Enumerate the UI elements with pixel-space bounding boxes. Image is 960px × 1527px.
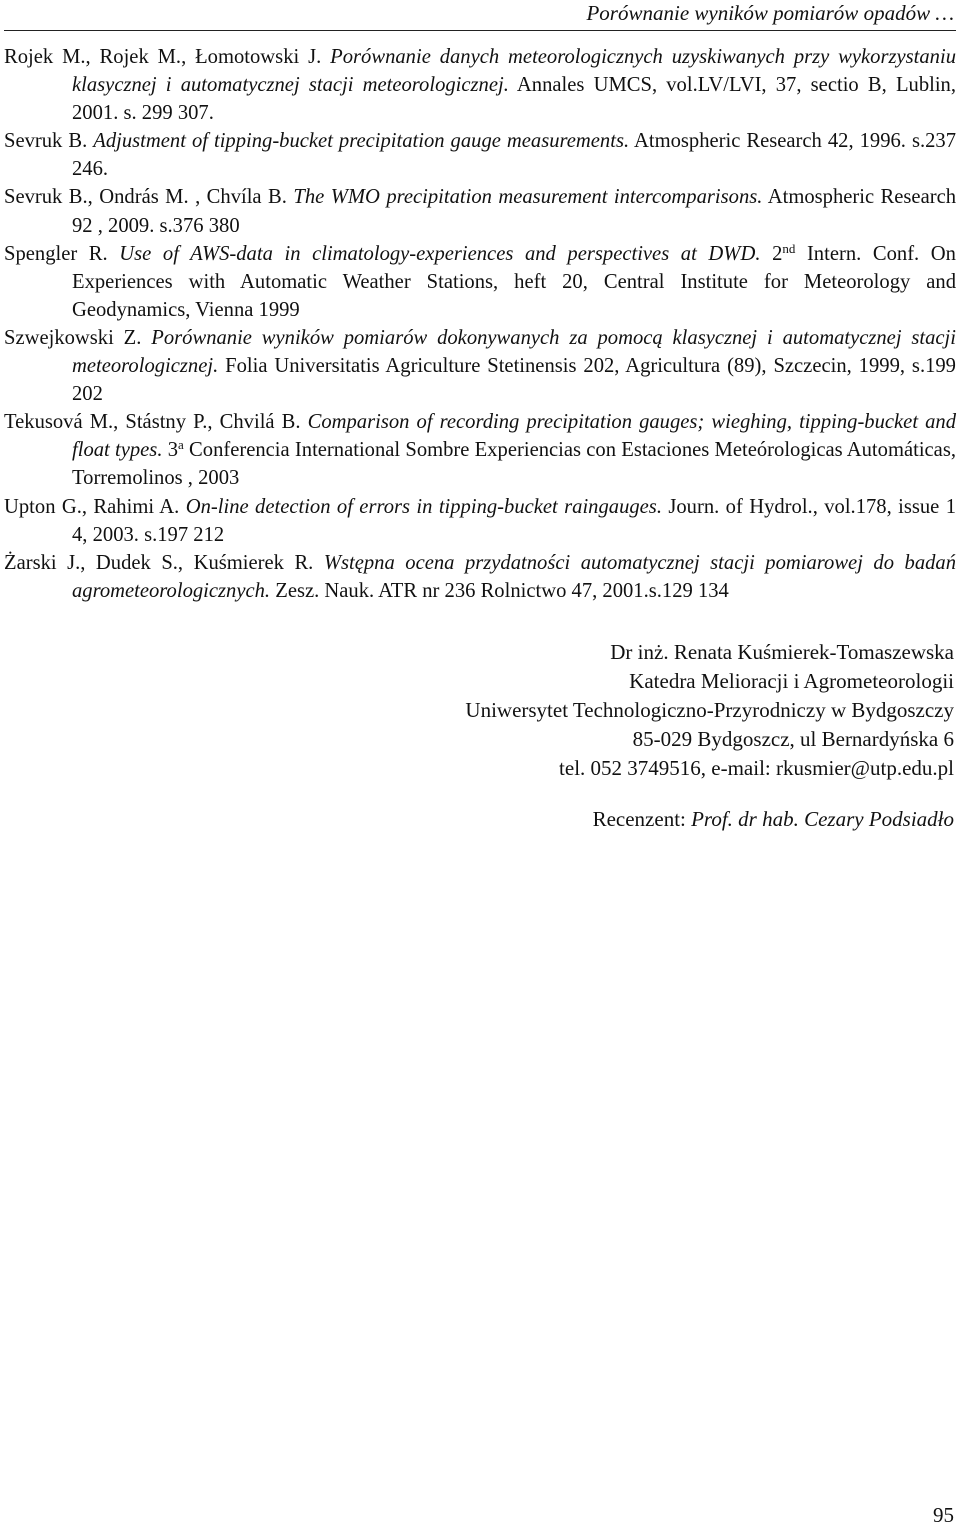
reference-authors: Sevruk B., Ondrás M. , Chvíla B.	[4, 186, 287, 209]
reference-source: Conferencia International Sombre Experiencias con Estaciones Meteórologicas Automáticas, Torremolinos , 2003	[72, 439, 956, 490]
reference-authors: Upton G., Rahimi A.	[4, 495, 180, 518]
reference-title: Adjustment of tipping-bucket precipitation gauge measurements.	[93, 130, 630, 153]
reference-title: On-line detection of errors in tipping-bucket raingauges.	[185, 495, 662, 518]
header-divider	[4, 30, 956, 31]
reference-title: Porównanie danych meteorologicznych uzyskiwanych przy wykorzystaniu klasycznej i automatycznej stacji meteorologicznej.	[72, 46, 956, 97]
reference-authors: Tekusová M., Stástny P., Chvilá B.	[4, 411, 301, 434]
reference-source-superscript: a	[178, 437, 184, 453]
reference-source-superscript: nd	[782, 240, 796, 256]
author-contact: tel. 052 3749516, e-mail: rkusmier@utp.edu.pl	[559, 756, 954, 780]
reference-item	[4, 549, 956, 605]
reference-source: Atmospheric Research 42, 1996. s.237 246.	[72, 130, 957, 181]
reference-item	[4, 43, 956, 127]
page-number: 95	[933, 1503, 954, 1527]
reference-authors: Żarski J., Dudek S., Kuśmierek R.	[4, 551, 314, 574]
author-address: 85-029 Bydgoszcz, ul Bernardyńska 6	[632, 727, 954, 751]
reference-source-ordinal: 3	[167, 439, 179, 462]
reference-item	[4, 127, 956, 183]
reference-title: Wstępna ocena przydatności automatycznej stacji pomiarowej do badań agrometeorologicznych.	[72, 551, 957, 602]
reference-title: The WMO precipitation measurement intercomparisons.	[293, 186, 763, 209]
reference-source: Annales UMCS, vol.LV/LVI, 37, sectio B, Lublin, 2001. s. 299 307.	[72, 74, 957, 125]
reference-list	[4, 43, 956, 605]
reference-authors: Spengler R.	[4, 242, 108, 265]
reference-title: Porównanie wyników pomiarów dokonywanych za pomocą klasycznej i automatycznej stacji meteorologicznej.	[72, 326, 957, 378]
reference-source: Folia Universitatis Agriculture Stetinensis 202, Agricultura (89), Szczecin, 1999, s.199 202	[72, 355, 956, 406]
author-name: Dr inż. Renata Kuśmierek-Tomaszewska	[610, 640, 954, 664]
reference-source: Atmospheric Research 92 , 2009. s.376 380	[72, 186, 957, 237]
author-department: Katedra Melioracji i Agrometeorologii	[629, 669, 954, 693]
reference-source: Journ. of Hydrol., vol.178, issue 1 4, 2003. s.197 212	[72, 495, 957, 546]
reference-item	[4, 183, 956, 239]
reference-item	[4, 240, 956, 324]
reviewer-line	[593, 805, 954, 833]
reference-item	[4, 408, 956, 492]
reference-title: Comparison of recording precipitation gauges; wieghing, tipping-bucket and float types.	[72, 411, 957, 462]
author-affiliation	[465, 638, 954, 783]
reference-source: Intern. Conf. On Experiences with Automatic Weather Stations, heft 20, Central Institute for Meteorology and Geodynamics, Vienna 1999	[72, 242, 956, 321]
reference-source: Zesz. Nauk. ATR nr 236 Rolnictwo 47, 2001.s.129 134	[275, 579, 729, 602]
reviewer-name: Prof. dr hab. Cezary Podsiadło	[691, 807, 954, 831]
reference-source-ordinal: 2	[772, 242, 783, 265]
reference-title: Use of AWS-data in climatology-experiences and perspectives at DWD.	[119, 242, 761, 265]
running-header: Porównanie wyników pomiarów opadów …	[586, 1, 954, 25]
reference-item	[4, 493, 956, 549]
reference-authors: Szwejkowski Z.	[4, 326, 142, 349]
reference-authors: Sevruk B.	[4, 130, 88, 153]
reference-authors: Rojek M., Rojek M., Łomotowski J.	[4, 46, 322, 68]
reference-item	[4, 324, 956, 408]
author-university: Uniwersytet Technologiczno-Przyrodniczy w Bydgoszczy	[465, 698, 954, 722]
reviewer-label: Recenzent:	[592, 807, 686, 831]
